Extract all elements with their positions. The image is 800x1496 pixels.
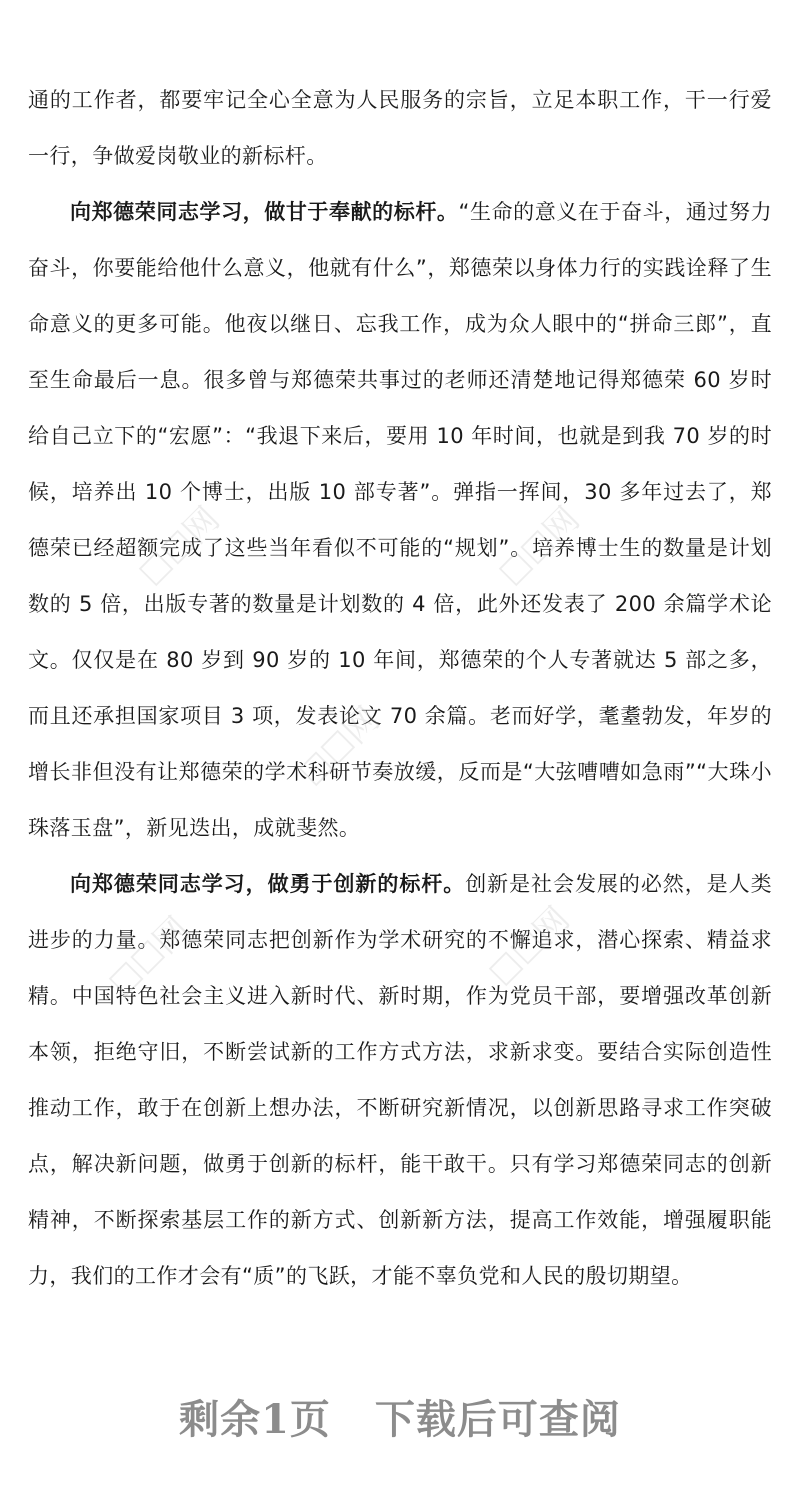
document-body [28, 72, 772, 1304]
watermark: ☐☐网 [492, 499, 588, 595]
watermark: ☐☐网 [292, 699, 388, 795]
remaining-pages-label: 剩余1页 [179, 1396, 331, 1443]
paragraph-2-heading: 向郑德荣同志学习，做甘于奉献的标杆。 [70, 200, 459, 224]
paragraph-1-text: 通的工作者，都要牢记全心全意为人民服务的宗旨，立足本职工作，干一行爱一行，争做爱岗敬业的新标杆。 [28, 88, 772, 168]
watermark: ☐☐网 [132, 499, 228, 595]
paragraph-3 [28, 856, 772, 1304]
download-prompt[interactable] [0, 1388, 800, 1445]
watermark: ☐☐网 [482, 899, 578, 995]
watermark: ☐☐网 [102, 909, 198, 1005]
paragraph-2 [28, 184, 772, 856]
paragraph-3-heading: 向郑德荣同志学习，做勇于创新的标杆。 [70, 872, 466, 896]
paragraph-3-text: 创新是社会发展的必然，是人类进步的力量。郑德荣同志把创新作为学术研究的不懈追求，潜心探索、精益求精。中国特色社会主义进入新时代、新时期，作为党员干部，要增强改革创新本领，拒绝守旧，不断尝试新的工作方式方法，求新求变。要结合实际创造性推动工作，敢于在创新上想办法，不断研究新情况，以创新思路寻求工作突破点，解决新问题，做勇于创新的标杆，能干敢干。只有学习郑德荣同志的创新精神，不断探索基层工作的新方式、创新新方法，提高工作效能，增强履职能力，我们的工作才会有“质”的飞跃，才能不辜负党和人民的殷切期望。 [28, 872, 772, 1288]
download-to-view-label: 下载后可查阅 [374, 1396, 621, 1443]
paragraph-2-text: “生命的意义在于奋斗，通过努力奋斗，你要能给他什么意义，他就有什么”，郑德荣以身体力行的实践诠释了生命意义的更多可能。他夜以继日、忘我工作，成为众人眼中的“拼命三郎”，直至生命最后一息。很多曾与郑德荣共事过的老师还清楚地记得郑德荣 60 岁时给自己立下的“宏愿”：“我退下来后，要用 10 年时间，也就是到我 70 岁的时候，培养出 10 个博士，出版 10 部专著”。弹指一挥间，30 多年过去了，郑德荣已经超额完成了这些当年看似不可能的“规划”。培养博士生的数量是计划数的 5 倍，出版专著的数量是计划数的 4 倍，此外还发表了 200 余篇学术论文。仅仅是在 80 岁到 90 岁的 10 年间，郑德荣的个人专著就达 5 部之多，而且还承担国家项目 3 项，发表论文 70 余篇。老而好学，耄耋勃发，年岁的增长非但没有让郑德荣的学术科研节奏放缓，反而是“大弦嘈嘈如急雨”“大珠小珠落玉盘”，新见迭出，成就斐然。 [28, 200, 772, 840]
paragraph-1 [28, 72, 772, 184]
